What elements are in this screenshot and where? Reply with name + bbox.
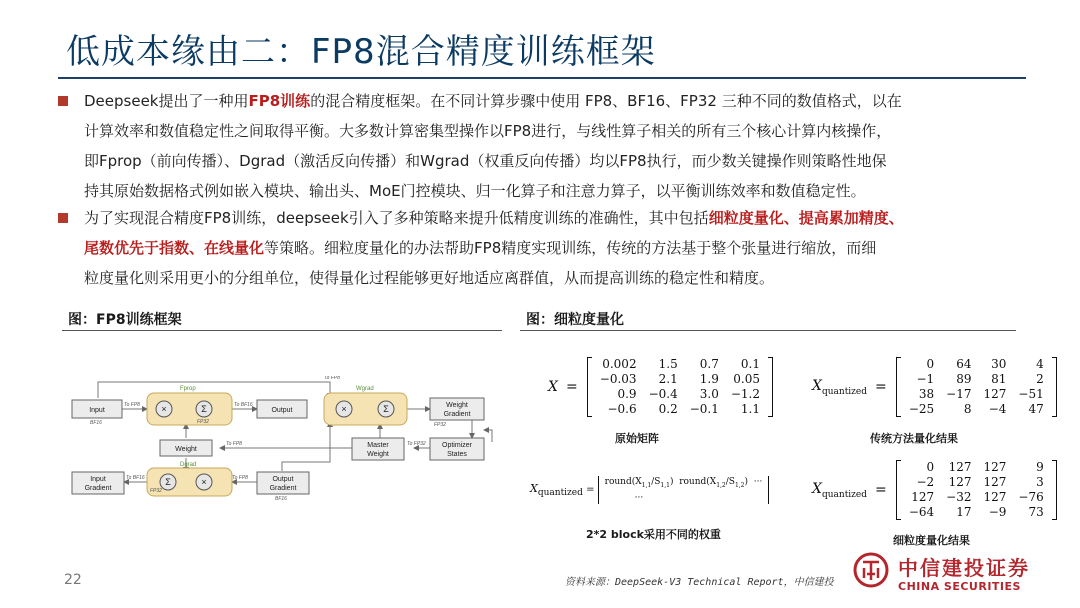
x-symbol: X xyxy=(812,377,822,394)
weight-gradient-node: Gradient xyxy=(443,411,471,418)
caption-traditional: 传统方法量化结果 xyxy=(870,432,958,445)
matrix-cell: −25 xyxy=(908,402,935,416)
formula-part: ) xyxy=(744,477,749,487)
formula-part: /S xyxy=(725,477,735,487)
matrix-cell: 64 xyxy=(956,357,972,371)
format-label: BF16 xyxy=(275,496,287,502)
logo-english-name: CHINA SECURITIES xyxy=(898,580,1021,593)
highlight-strategies: 尾数优先于指数、在线量化 xyxy=(84,239,265,257)
dgrad-label: Dgrad xyxy=(180,462,197,468)
para1-line3: 即Fprop（前向传播）、Dgrad（激活反向传播）和Wgrad（权重反向传播）均以FP8执行，而少数关键操作则策略性地保 xyxy=(84,152,887,170)
equals-sign: = xyxy=(565,379,578,395)
edge-label: To FP32 xyxy=(407,441,426,447)
matrix-cell: 127 xyxy=(911,490,935,504)
sum-icon: Σ xyxy=(165,477,171,487)
matrix-cell: 2.1 xyxy=(658,372,678,386)
matrix-cell: 0.9 xyxy=(617,387,637,401)
sum-icon: Σ xyxy=(383,404,389,414)
matrix-cell: −76 xyxy=(1018,490,1044,504)
edge-label: To BF16 xyxy=(126,475,145,481)
formula-part: round(X xyxy=(679,477,717,487)
caption-fine-grained: 细粒度量化结果 xyxy=(893,534,970,547)
paragraph-fp8-framework xyxy=(84,86,1044,206)
matrix-cell: −51 xyxy=(1018,387,1044,401)
matrix-cell: 0 xyxy=(926,460,935,474)
matrix-cell: 81 xyxy=(991,372,1007,386)
figure-caption-framework: 图：FP8训练框架 xyxy=(68,312,182,328)
matrix-label xyxy=(812,377,868,397)
matrix-cell: 30 xyxy=(991,357,1007,371)
formula-part: 1,1 xyxy=(660,481,670,489)
matrix-label xyxy=(812,480,868,500)
fine-grained-quantized-matrix xyxy=(896,460,1057,520)
subscript: quantized xyxy=(537,488,583,499)
fine-grained-matrix-equation xyxy=(808,460,1057,520)
ellipsis: ··· xyxy=(753,477,763,487)
matrix-cell: −4 xyxy=(988,402,1007,416)
multiply-icon: × xyxy=(341,404,347,414)
bullet-marker xyxy=(58,96,68,106)
para1-text: 的混合精度框架。在不同计算步骤中使用 FP8、BF16、FP32 三种不同的数值格式，以在 xyxy=(310,92,902,110)
equals-sign: = xyxy=(875,379,887,395)
china-securities-logo-icon xyxy=(853,552,889,588)
matrix-cell: −1.2 xyxy=(730,387,760,401)
formula-bracket xyxy=(598,476,770,504)
paragraph-strategies xyxy=(84,203,1044,293)
formula-part: 1,2 xyxy=(734,481,745,489)
matrix-cell: 0.05 xyxy=(733,372,760,386)
formula-row xyxy=(605,476,763,492)
para1-line2: 计算效率和数值稳定性之间取得平衡。大多数计算密集型操作以FP8进行，与线性算子相关的所有三个核心计算内核操作， xyxy=(84,122,892,140)
matrix-cell: 127 xyxy=(983,387,1007,401)
matrix-cell: 2 xyxy=(1036,372,1044,386)
bullet-marker xyxy=(58,213,68,223)
para2-text: 等策略。细粒度量化的办法帮助FP8精度实现训练，传统的方法基于整个张量进行缩放，而细 xyxy=(264,239,877,257)
matrix-cell: 73 xyxy=(1028,505,1044,519)
title-divider xyxy=(58,77,1026,79)
matrix-cell: −9 xyxy=(988,505,1007,519)
matrix-cell: 0.7 xyxy=(699,357,719,371)
matrix-label xyxy=(530,482,583,499)
matrix-cell: 89 xyxy=(956,372,972,386)
matrix-cell: 127 xyxy=(983,490,1007,504)
formula-part: round(X xyxy=(604,477,642,487)
optimizer-states-node: States xyxy=(447,451,467,458)
matrix-cell: −0.4 xyxy=(648,387,678,401)
master-weight-node: Weight xyxy=(367,451,389,458)
matrix-cell: −32 xyxy=(946,490,972,504)
para1-line4: 持其原始数据格式例如嵌入模块、输出头、MoE门控模块、归一化算子和注意力算子，以平衡训练效率和数值稳定性。 xyxy=(84,182,866,200)
matrix-cell: 38 xyxy=(918,387,935,401)
matrix-cell: −0.6 xyxy=(607,402,637,416)
para2-line2 xyxy=(84,233,1044,263)
master-weight-node: Master xyxy=(367,442,389,449)
para1-text: Deepseek提出了一种用 xyxy=(84,92,249,110)
matrix-cell: −64 xyxy=(908,505,935,519)
formula-part: 1,2 xyxy=(716,481,726,489)
matrix-cell: 3.0 xyxy=(699,387,719,401)
highlight-fp8-training: FP8训练 xyxy=(248,92,311,110)
edge-label: To BF16 xyxy=(234,402,253,408)
formula-part: ) xyxy=(669,477,674,487)
x-symbol: X xyxy=(530,482,538,496)
wgrad-label: Wgrad xyxy=(356,386,374,392)
matrix-cell: 0.002 xyxy=(602,357,637,371)
matrix-cell: 0.2 xyxy=(658,402,678,416)
output-gradient-node: Output xyxy=(272,476,294,483)
ellipsis: ··· xyxy=(634,492,644,503)
logo-chinese-name: 中信建投证券 xyxy=(898,556,1030,580)
matrix-cell: −0.1 xyxy=(689,402,719,416)
edge-label: To FP8 xyxy=(232,475,248,481)
matrix-cell: 4 xyxy=(1036,357,1044,371)
matrix-cell: 3 xyxy=(1036,475,1044,489)
fp8-framework-diagram xyxy=(62,376,502,506)
para2-line1 xyxy=(84,203,1044,233)
original-matrix xyxy=(587,357,773,417)
matrix-cell: 1.1 xyxy=(740,402,760,416)
block-quantization-formula xyxy=(530,476,769,504)
para1-line1 xyxy=(84,86,1044,116)
matrix-cell: −17 xyxy=(946,387,972,401)
matrix-cell: 1.9 xyxy=(699,372,719,386)
input-node: Input xyxy=(89,407,105,414)
matrix-cell: 17 xyxy=(956,505,972,519)
page-title: 低成本缘由二：FP8混合精度训练框架 xyxy=(66,32,656,72)
matrix-label: X xyxy=(548,379,558,395)
input-gradient-node: Input xyxy=(90,476,106,483)
caption-block: 2*2 block采用不同的权重 xyxy=(586,528,721,541)
para2-line3: 粒度量化则采用更小的分组单位，使得量化过程能够更好地适应离群值，从而提高训练的稳定性和精度。 xyxy=(84,269,775,287)
edge-label: To FP8 xyxy=(324,376,340,381)
page-number: 22 xyxy=(64,572,82,588)
formula-row xyxy=(605,492,763,504)
matrix-cell: 127 xyxy=(983,460,1007,474)
format-label: BF16 xyxy=(90,420,102,426)
weight-node: Weight xyxy=(175,446,197,453)
para2-text: 为了实现混合精度FP8训练，deepseek引入了多种策略来提升低精度训练的准确性，其中包括 xyxy=(84,209,709,227)
subscript: quantized xyxy=(821,386,868,397)
edge-label: To FP8 xyxy=(226,441,242,447)
optimizer-states-node: Optimizer xyxy=(442,442,472,449)
equals-sign: = xyxy=(875,482,887,498)
output-gradient-node: Gradient xyxy=(269,485,297,492)
multiply-icon: × xyxy=(201,477,207,487)
matrix-cell: 8 xyxy=(963,402,972,416)
matrix-cell: 1.5 xyxy=(658,357,678,371)
matrix-cell: 127 xyxy=(948,475,972,489)
format-label: FP32 xyxy=(150,488,162,494)
multiply-icon: × xyxy=(161,404,167,414)
figure-divider-left xyxy=(62,330,502,331)
subscript: quantized xyxy=(821,489,868,500)
traditional-matrix-equation xyxy=(808,357,1057,417)
edge-label: To FP8 xyxy=(124,402,140,408)
traditional-quantized-matrix xyxy=(896,357,1057,417)
figure-divider-right xyxy=(520,330,1016,331)
source-note: 资料来源：DeepSeek-V3 Technical Report，中信建投 xyxy=(565,577,834,588)
figure-caption-quantization: 图：细粒度量化 xyxy=(526,312,624,328)
matrix-cell: 127 xyxy=(948,460,972,474)
matrix-cell: −2 xyxy=(916,475,935,489)
matrix-cell: −1 xyxy=(916,372,935,386)
fprop-label: Fprop xyxy=(180,386,196,392)
weight-gradient-node: Weight xyxy=(446,402,468,409)
output-node: Output xyxy=(271,407,293,414)
matrix-cell: 0 xyxy=(926,357,935,371)
input-gradient-node: Gradient xyxy=(84,485,112,492)
matrix-cell: 9 xyxy=(1036,460,1044,474)
format-label: FP32 xyxy=(197,419,209,425)
caption-original-matrix: 原始矩阵 xyxy=(615,432,659,445)
formula-part: /S xyxy=(651,477,661,487)
format-label: FP32 xyxy=(434,422,446,428)
matrix-cell: −0.03 xyxy=(599,372,637,386)
equals-sign: = xyxy=(586,484,595,496)
sum-icon: Σ xyxy=(201,404,207,414)
formula-part: 1,1 xyxy=(641,481,652,489)
matrix-cell: 47 xyxy=(1028,402,1044,416)
matrix-cell: 0.1 xyxy=(740,357,760,371)
x-symbol: X xyxy=(812,480,822,497)
original-matrix-equation xyxy=(544,357,773,417)
matrix-cell: 127 xyxy=(983,475,1007,489)
highlight-strategies: 细粒度量化、提高累加精度、 xyxy=(708,209,904,227)
